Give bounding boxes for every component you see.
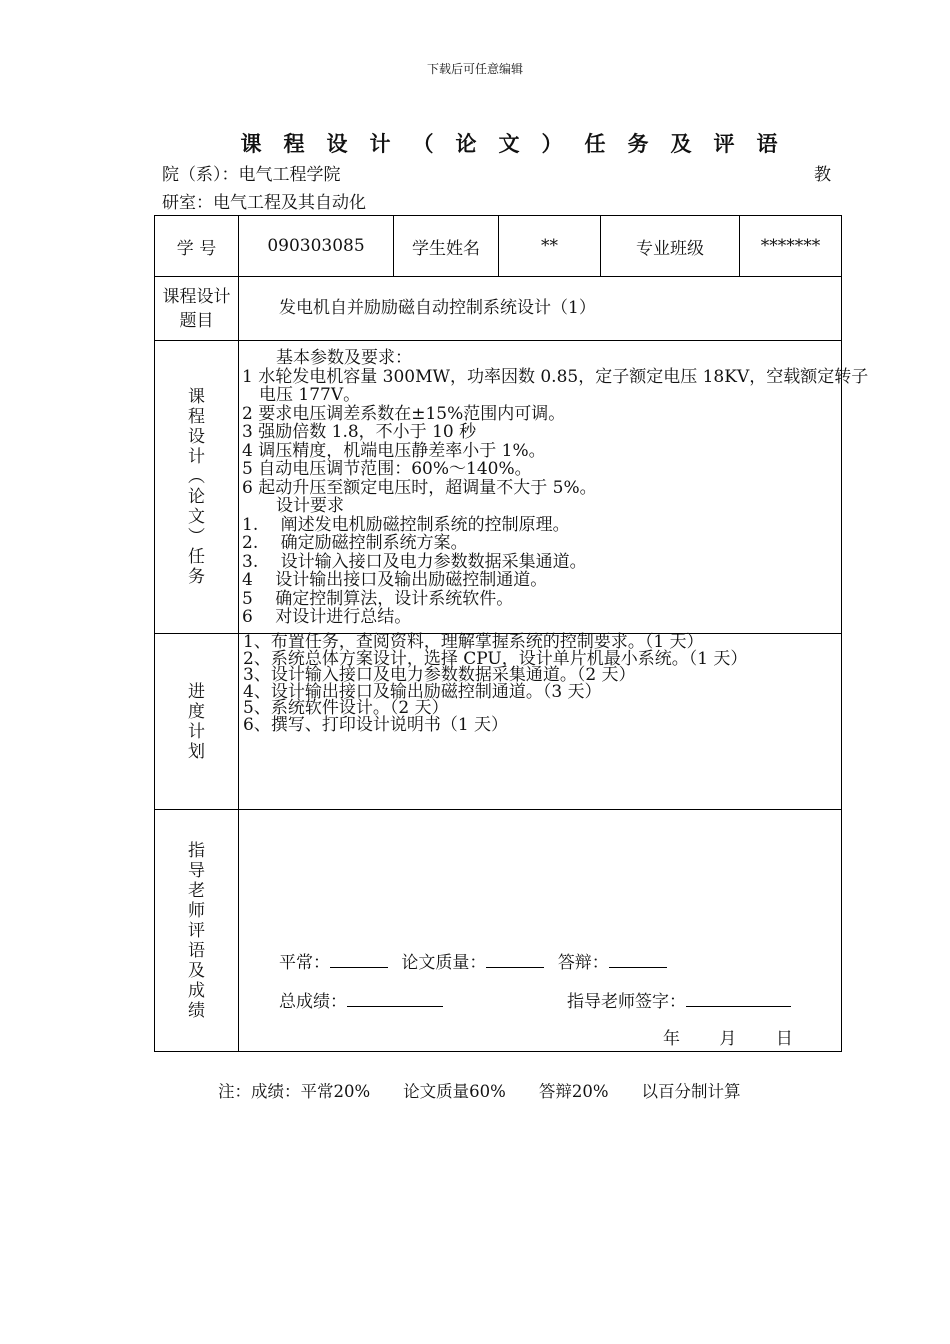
task-line: 1 水轮发电机容量 300MW，功率因数 0.85，定子额定电压 18KV，空载额定转子 (242, 366, 869, 387)
plan-line: 2、系统总体方案设计，选择 CPU，设计单片机最小系统。（1 天） (243, 648, 748, 669)
office-line: 研室：电气工程及其自动化 (162, 193, 366, 213)
date-line (663, 1024, 793, 1049)
signature-blank[interactable] (686, 989, 791, 1007)
task-line: 2. 确定励磁控制系统方案。 (242, 533, 468, 553)
student-info-row (155, 216, 842, 277)
footnote: 注：成绩：平常20% 论文质量60% 答辩20% 以百分制计算 (218, 1082, 741, 1101)
task-line: 设计要求 (242, 496, 344, 516)
signature-label: 指导老师签字： (567, 992, 686, 1012)
usual-label: 平常： (279, 953, 330, 973)
comment-label (155, 810, 239, 1052)
plan-label-char: 进 (188, 681, 205, 702)
student-id-value: 090303085 (239, 216, 394, 277)
comment-label-char: 语 (188, 940, 205, 961)
department-line: 院（系）：电气工程学院 (162, 165, 341, 185)
task-line: 3. 设计输入接口及电力参数数据采集通道。 (242, 551, 587, 572)
task-line: 6 起动升压至额定电压时，超调量不大于 5%。 (242, 477, 597, 498)
plan-label-char: 划 (188, 741, 205, 762)
topic-value: 发电机自并励励磁自动控制系统设计（1） (239, 277, 842, 341)
task-line: 6 对设计进行总结。 (242, 607, 412, 627)
task-label-char: 设 (188, 427, 205, 447)
usual-blank[interactable] (330, 950, 388, 968)
task-content (239, 341, 869, 634)
quality-blank[interactable] (486, 950, 544, 968)
task-label-char: 程 (188, 407, 205, 427)
score-line (279, 948, 667, 973)
task-line: 4 设计输出接口及输出励磁控制通道。 (242, 570, 548, 590)
task-label (155, 341, 239, 634)
comment-label-char: 师 (188, 900, 205, 921)
task-label-char: 课 (188, 387, 205, 407)
day-label: 日 (775, 1029, 793, 1049)
comment-label-char: 绩 (188, 1000, 205, 1021)
student-name-value: ** (499, 216, 601, 277)
total-blank[interactable] (347, 989, 443, 1007)
plan-line: 5、系统软件设计。（2 天） (243, 698, 449, 718)
plan-content (239, 634, 842, 810)
topic-label-line1: 课程设计 (162, 286, 231, 307)
task-label-char: 务 (188, 567, 205, 587)
task-line: 5 确定控制算法，设计系统软件。 (242, 588, 514, 609)
task-line: 5 自动电压调节范围：60%～140%。 (242, 459, 532, 479)
plan-label-char: 计 (188, 721, 205, 742)
student-id-label: 学 号 (155, 216, 239, 277)
task-label-char: 论 (188, 487, 205, 507)
department-line-right: 教 (814, 165, 831, 185)
plan-label (155, 634, 239, 810)
signature-line (567, 987, 791, 1012)
comment-label-char: 及 (188, 960, 205, 981)
year-label: 年 (663, 1029, 680, 1049)
plan-line: 6、撰写、打印设计说明书（1 天） (243, 714, 509, 735)
page-title: 课程设计（论文）任务及评语 (240, 131, 800, 156)
task-line: 1. 阐述发电机励磁控制系统的控制原理。 (242, 514, 570, 535)
quality-label: 论文质量： (401, 953, 487, 973)
plan-line: 3、设计输入接口及电力参数数据采集通道。（2 天） (243, 665, 636, 685)
month-label: 月 (719, 1029, 737, 1049)
total-line (279, 987, 443, 1012)
task-line: 电压 177V。 (242, 385, 361, 405)
task-label-char: ︵ (188, 467, 205, 487)
header-note: 下载后可任意编辑 (426, 62, 523, 76)
task-line: 4 调压精度，机端电压静差率小于 1%。 (242, 440, 546, 461)
task-line: 基本参数及要求： (242, 348, 412, 368)
comment-label-char: 老 (188, 880, 205, 901)
comment-label-char: 指 (188, 840, 205, 861)
comment-row (155, 810, 842, 1052)
defense-label: 答辩： (557, 953, 609, 973)
major-label: 专业班级 (601, 216, 740, 277)
topic-label-line2: 题目 (179, 310, 214, 331)
task-line: 2 要求电压调差系数在±15%范围内可调。 (242, 403, 566, 424)
task-line: 3 强励倍数 1.8，不小于 10 秒 (242, 422, 477, 442)
task-label-char: 计 (188, 447, 205, 467)
defense-blank[interactable] (609, 950, 667, 968)
plan-line: 4、设计输出接口及输出励磁控制通道。（3 天） (243, 681, 602, 702)
topic-label (155, 277, 239, 341)
plan-line: 1、布置任务，查阅资料，理解掌握系统的控制要求。（1 天） (243, 632, 704, 652)
task-label-char: 文 (188, 507, 205, 527)
comment-label-char: 成 (188, 980, 205, 1001)
total-label: 总成绩： (279, 992, 347, 1012)
major-value: ******* (740, 216, 842, 277)
task-label-char: 任 (188, 547, 205, 567)
task-label-char: ︶ (188, 527, 205, 547)
plan-label-char: 度 (188, 701, 205, 722)
comment-label-char: 导 (188, 860, 205, 881)
comment-content (239, 810, 842, 1052)
task-form-table (154, 215, 869, 1052)
task-row (155, 341, 842, 634)
comment-label-char: 评 (188, 920, 205, 941)
student-name-label: 学生姓名 (394, 216, 499, 277)
plan-row (155, 634, 842, 810)
topic-row (155, 277, 842, 341)
